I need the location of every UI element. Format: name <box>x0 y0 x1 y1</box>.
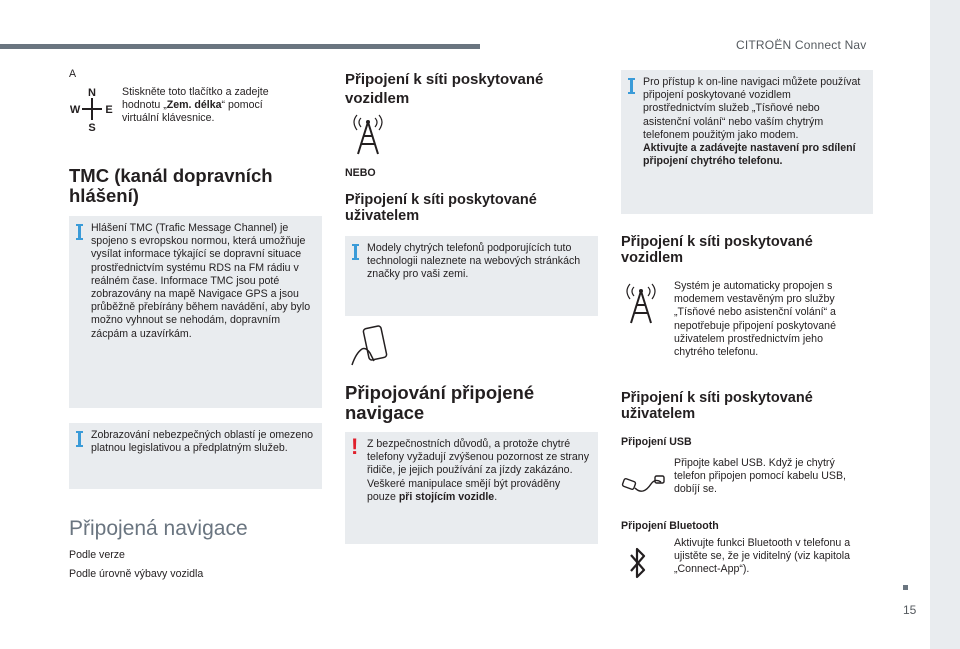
tmc-info-text: Hlášení TMC (Trafic Message Channel) je spojeno s evropskou normou, která umožňuje vysílat informace týkající se dopravní situace prostřednictvím systému RDS na FM rádiu v reálném čase. Informace TMC jsou poté zobrazovány na mapě Navigace GPS a jsou průběžně přebírány během navádění, aby bylo možno vyhnout se nehodám, dopravním zácpám a uzavírkám. <box>91 222 311 340</box>
usb-cable-icon <box>621 470 665 498</box>
bluetooth-icon <box>628 546 648 580</box>
safety-warning-box <box>345 432 598 544</box>
phones-info-box <box>345 236 598 316</box>
header-rule <box>0 44 480 49</box>
vehicle-connection-heading: Připojení k síti poskytované vozidlem <box>345 71 544 107</box>
usb-label: Připojení USB <box>621 436 692 448</box>
danger-info-box <box>69 423 322 489</box>
info-icon <box>630 78 633 94</box>
label-a: A <box>69 68 77 80</box>
bluetooth-text: Aktivujte funkci Bluetooth v telefonu a ujistěte se, že je viditelný (viz kapitola „Connect-App“). <box>674 537 851 576</box>
page-number: 15 <box>903 603 917 617</box>
online-nav-info-text: Pro přístup k on-line navigaci můžete používat připojení poskytované vozidlem prostřednictvím služeb „Tísňové nebo asistenční volání“ nebo vaším chytrým telefonem použitým jako modem. Aktivujte a zadávejte nastavení pro sdílení připojení chytrého telefonu. <box>643 76 861 168</box>
warning-icon: ! <box>351 434 359 459</box>
tmc-heading: TMC (kanál dopravních hlášení) <box>69 165 273 206</box>
longitude-step-text: Stiskněte toto tlačítko a zadejte hodnotu „Zem. délka“ pomocí virtuální klávesnice. <box>122 86 269 125</box>
brand-label: CITROËN Connect Nav <box>736 38 867 52</box>
antenna-icon <box>350 114 386 156</box>
version-line: Podle verze <box>69 549 125 561</box>
safety-warning-text: Z bezpečnostních důvodů, a protože chytré telefony vyžadují zvýšenou pozornost ze strany řidiče, je jejich používání za jízdy zakázáno. Veškeré manipulace smějí být prováděny pouze při stojícím vozidle. <box>367 438 589 503</box>
or-label: NEBO <box>345 167 376 179</box>
compass-n: N <box>88 87 96 99</box>
connecting-nav-heading: Připojování připojené navigace <box>345 382 535 423</box>
user-connection-heading-2: Připojení k síti poskytované uživatelem <box>621 390 813 422</box>
compass-w: W <box>70 104 81 116</box>
user-connection-heading: Připojení k síti poskytované uživatelem <box>345 192 537 224</box>
bluetooth-label: Připojení Bluetooth <box>621 520 719 532</box>
vehicle-connection-heading-2: Připojení k síti poskytované vozidlem <box>621 234 813 266</box>
equipment-line: Podle úrovně výbavy vozidla <box>69 568 204 580</box>
usb-text: Připojte kabel USB. Když je chytrý telefon připojen pomocí kabelu USB, dobíjí se. <box>674 457 846 496</box>
compass-s: S <box>88 122 96 132</box>
phones-info-text: Modely chytrých telefonů podporujících tuto technologii naleznete na webových stránkách značky pro vaši zemi. <box>367 242 581 281</box>
page-marker <box>903 585 908 590</box>
connected-nav-title: Připojená navigace <box>69 517 248 540</box>
smartphone-icon <box>348 323 392 369</box>
tmc-info-box <box>69 216 322 408</box>
online-nav-info-box <box>621 70 873 214</box>
info-icon <box>354 244 357 260</box>
compass-icon <box>70 86 114 132</box>
page-sidebar <box>930 0 960 649</box>
info-icon <box>78 224 81 240</box>
antenna-icon <box>623 283 659 325</box>
info-icon <box>78 431 81 447</box>
compass-e: E <box>105 104 113 116</box>
danger-info-text: Zobrazování nebezpečných oblastí je omezeno platnou legislativou a předplatným služeb. <box>91 429 314 455</box>
vehicle-connection-text: Systém je automaticky propojen s modemem vestavěným pro služby „Tísňové nebo asistenční volání“ a nepotřebuje připojení poskytované uživatelem prostřednictvím jeho chytrého telefonu. <box>674 280 836 359</box>
